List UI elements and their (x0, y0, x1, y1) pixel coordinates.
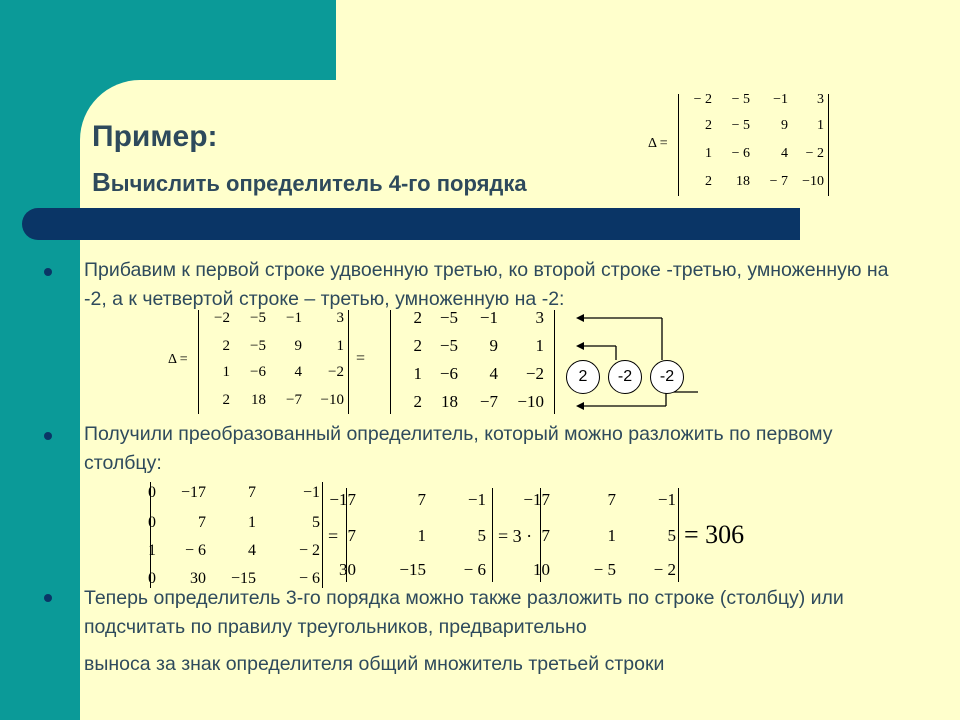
bullet-text-3-end: выноса за знак определителя общий множитель третьей строки (84, 653, 665, 675)
bullet-marker (44, 594, 52, 602)
matrix-cell: − 7 (769, 174, 788, 189)
matrix-cell: −1 (286, 310, 302, 326)
matrix-cell: 2 (413, 336, 422, 355)
matrix-cell: 9 (294, 338, 302, 354)
matrix-cell: 4 (781, 146, 788, 161)
matrix-cell: 10 (533, 560, 550, 579)
matrix-cell: 18 (441, 392, 458, 411)
matrix-cell: 4 (294, 364, 302, 380)
matrix-cell: −1 (773, 92, 788, 107)
matrix-cell: 3 (336, 310, 344, 326)
matrix-cell: − 2 (805, 146, 824, 161)
matrix-cell: 1 (148, 542, 156, 559)
matrix-cell: − 6 (463, 560, 486, 579)
matrix-cell: 7 (417, 490, 426, 509)
matrix-cell: −1 (467, 490, 486, 509)
matrix-cell: 18 (736, 174, 750, 189)
matrix-cell: 1 (413, 364, 422, 383)
matrix-cell: 7 (198, 514, 206, 531)
matrix-cell: 0 (148, 570, 156, 587)
matrix-cell: −5 (250, 338, 266, 354)
matrix-cell: −1 (302, 484, 320, 501)
example-determinant (648, 92, 838, 196)
matrix-cell: −2 (525, 364, 544, 383)
matrix-cell: 4 (248, 542, 256, 559)
matrix-cell: 1 (535, 336, 544, 355)
bullet-marker (44, 268, 52, 276)
matrix-cell: 1 (336, 338, 344, 354)
matrix-cell: 2 (222, 338, 230, 354)
matrix-cell: 1 (417, 526, 426, 545)
matrix-cell: − 6 (184, 542, 206, 559)
bullet-text-1: Прибавим к первой строке удвоенную третью, ко второй строке -третью, умноженную на -2, а к четвертой строке – третью, умноженную на -2: (84, 259, 889, 310)
matrix-cell: 1 (248, 514, 256, 531)
matrix-cell: −6 (439, 364, 458, 383)
matrix-cell: −15 (230, 570, 256, 587)
slide-title: Пример: (92, 120, 218, 153)
multiplier-circle: -2 (650, 360, 684, 394)
matrix-cell: −10 (517, 392, 544, 411)
multiplier-circle: -2 (608, 360, 642, 394)
matrix-cell: −2 (328, 364, 344, 380)
det-bar-right (678, 488, 679, 582)
matrix-cell: −15 (399, 560, 426, 579)
matrix-cell: 3 (535, 308, 544, 327)
matrix-cell: 1 (705, 146, 712, 161)
subtitle-initial: В (92, 167, 111, 197)
expansion-equation (146, 480, 776, 590)
matrix-cell: 2 (222, 392, 230, 408)
matrix-cell: 5 (667, 526, 676, 545)
times-three: = 3 · (498, 526, 533, 546)
det-bar-right (492, 488, 493, 582)
matrix-cell: 5 (477, 526, 486, 545)
matrix-cell: 2 (413, 392, 422, 411)
matrix-cell: − 2 (693, 92, 712, 107)
title-divider-bar (22, 208, 800, 240)
matrix-cell: − 2 (653, 560, 676, 579)
matrix-cell: 2 (705, 174, 712, 189)
matrix-cell: 1 (222, 364, 230, 380)
matrix-cell: −2 (214, 310, 230, 326)
matrix-cell: −7 (286, 392, 302, 408)
matrix-cell: 1 (817, 118, 824, 133)
matrix-cell: −6 (250, 364, 266, 380)
delta-label: Δ = (648, 136, 668, 151)
matrix-cell: − 6 (731, 146, 750, 161)
matrix-cell: 18 (251, 392, 266, 408)
matrix-cell: 9 (489, 336, 498, 355)
matrix-cell: 0 (148, 484, 156, 501)
matrix-cell: −5 (439, 308, 458, 327)
matrix-cell: 7 (347, 526, 356, 545)
matrix-cell: 1 (607, 526, 616, 545)
matrix-cell: − 5 (593, 560, 616, 579)
matrix-cell: − 5 (731, 118, 750, 133)
bullet-text-3: Теперь определитель 3-го порядка можно также разложить по строке (столбцу) или подсчитать по правилу треугольников, предварительно (84, 587, 844, 638)
matrix-cell: 9 (781, 118, 788, 133)
row-op-equation (168, 308, 728, 418)
matrix-cell: 7 (541, 526, 550, 545)
equals-sign: = (356, 350, 366, 367)
equals-sign: = (328, 526, 339, 546)
decor-left-band (0, 0, 80, 720)
matrix-cell: 3 (817, 92, 824, 107)
matrix-cell: 5 (312, 514, 320, 531)
matrix-cell: 2 (413, 308, 422, 327)
det-bar-right (828, 94, 829, 196)
matrix-cell: −10 (802, 174, 824, 189)
matrix-cell: 30 (190, 570, 206, 587)
slide-subtitle (92, 167, 527, 198)
matrix-cell: − 5 (731, 92, 750, 107)
matrix-cell: −5 (250, 310, 266, 326)
matrix-cell: −17 (180, 484, 206, 501)
matrix-cell: − 2 (298, 542, 320, 559)
result-value: = 306 (684, 520, 745, 549)
matrix-cell: −17 (523, 490, 550, 509)
matrix-cell: −1 (479, 308, 498, 327)
matrix-cell: 0 (148, 514, 156, 531)
multiplier-circle: 2 (566, 360, 600, 394)
subtitle-rest: ычислить определитель 4-го порядка (110, 171, 527, 196)
matrix-cell: 2 (705, 118, 712, 133)
matrix-cell: 7 (607, 490, 616, 509)
matrix-cell: 4 (489, 364, 498, 383)
matrix-cell: −5 (439, 336, 458, 355)
det-bar-right (348, 310, 349, 414)
matrix-cell: −1 (657, 490, 676, 509)
matrix-cell: 7 (248, 484, 256, 501)
matrix-cell: −7 (479, 392, 498, 411)
matrix-cell: − 6 (298, 570, 320, 587)
bullet-marker (44, 432, 52, 440)
matrix-cell: −10 (320, 392, 344, 408)
delta-label-2: Δ = (168, 352, 188, 367)
matrix-cell: 30 (339, 560, 356, 579)
bullet-text-2: Получили преобразованный определитель, который можно разложить по первому столбцу: (84, 423, 833, 474)
matrix-cell: −17 (329, 490, 356, 509)
